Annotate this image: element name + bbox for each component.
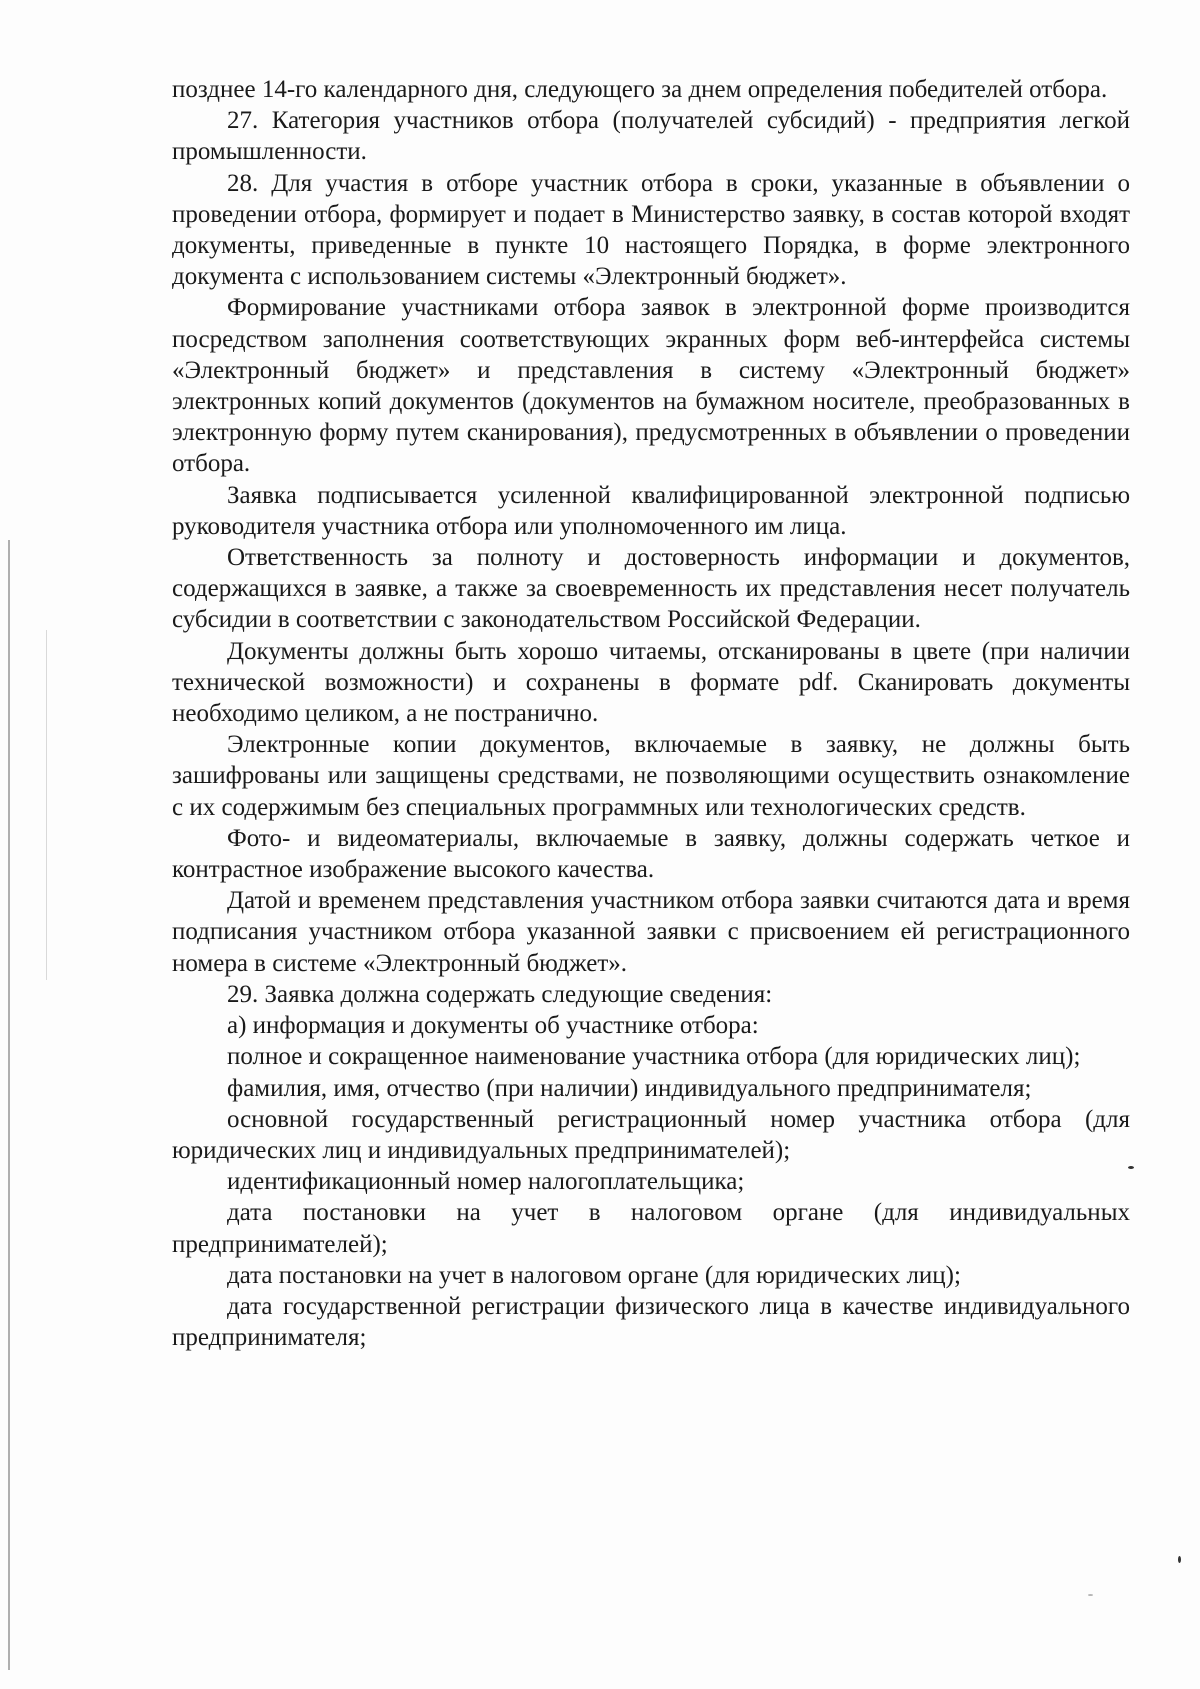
scan-edge-line-faint (46, 630, 47, 980)
paragraph-item-28: 28. Для участия в отборе участник отбора в сроки, указанные в объявлении о проведении отбора, формирует и подает в Министерство заявку, в состав которой входят документы, приведенные в пункте 10 настоящего Порядка, в форме электронного документа с использованием системы «Электронный бюджет». (172, 169, 1130, 291)
list-item-a: а) информация и документы об участнике отбора: (227, 1012, 759, 1040)
scan-speck (1088, 1594, 1093, 1596)
paragraph-item-29: 29. Заявка должна содержать следующие сведения: (227, 980, 773, 1008)
list-item-tax-registration-entrepreneurs: дата постановки на учет в налоговом органе (для индивидуальных предпринимателей); (172, 1199, 1130, 1258)
list-item-entrepreneur-name: фамилия, имя, отчество (при наличии) индивидуального предпринимателя; (227, 1074, 1032, 1102)
paragraph-document-quality: Документы должны быть хорошо читаемы, отсканированы в цвете (при наличии технической возможности) и сохранены в формате pdf. Сканировать документы необходимо целиком, а не постранично. (172, 637, 1130, 728)
paragraph-continuation: позднее 14-го календарного дня, следующего за днем определения победителей отбора. (172, 76, 1108, 103)
list-item-inn: идентификационный номер налогоплательщика; (227, 1168, 745, 1196)
document-body (172, 74, 1130, 1353)
paragraph-item-27: 27. Категория участников отбора (получателей субсидий) - предприятия легкой промышленности. (172, 107, 1130, 166)
paragraph-submission-date: Датой и временем представления участником отбора заявки считаются дата и время подписания участником отбора указанной заявки с присвоением ей регистрационного номера в системе «Электронный бюджет». (172, 887, 1130, 977)
paragraph-signature: Заявка подписывается усиленной квалифицированной электронной подписью руководителя участника отбора или уполномоченного им лица. (172, 481, 1130, 540)
list-item-full-name: полное и сокращенное наименование участника отбора (для юридических лиц); (227, 1043, 1081, 1071)
scan-speck (1178, 1556, 1181, 1563)
scan-speck (1128, 1166, 1134, 1169)
paragraph-forming-applications: Формирование участниками отбора заявок в электронной форме производится посредством заполнения соответствующих экранных форм веб-интерфейса системы «Электронный бюджет» и представления в систему «Электронный бюджет» электронных копий документов (документов на бумажном носителе, преобразованных в электронную форму путем сканирования), предусмотренных в объявлении о проведении отбора. (172, 294, 1130, 478)
list-item-tax-registration-legal: дата постановки на учет в налоговом органе (для юридических лиц); (227, 1261, 961, 1289)
list-item-ogrn: основной государственный регистрационный номер участника отбора (для юридических лиц и индивидуальных предпринимателей); (172, 1105, 1130, 1164)
scan-edge-line (8, 540, 10, 1670)
paragraph-photo-video: Фото- и видеоматериалы, включаемые в заявку, должны содержать четкое и контрастное изображение высокого качества. (172, 824, 1130, 884)
paragraph-electronic-copies: Электронные копии документов, включаемые в заявку, не должны быть зашифрованы или защищены средствами, не позволяющими осуществить ознакомление с их содержимым без специальных программных или технологических средств. (172, 731, 1130, 821)
paragraph-responsibility: Ответственность за полноту и достоверность информации и документов, содержащихся в заявке, а также за своевременность их представления несет получатель субсидии в соответствии с законодательством Российской Федерации. (172, 544, 1130, 634)
list-item-state-registration: дата государственной регистрации физического лица в качестве индивидуального предпринимателя; (172, 1292, 1130, 1352)
